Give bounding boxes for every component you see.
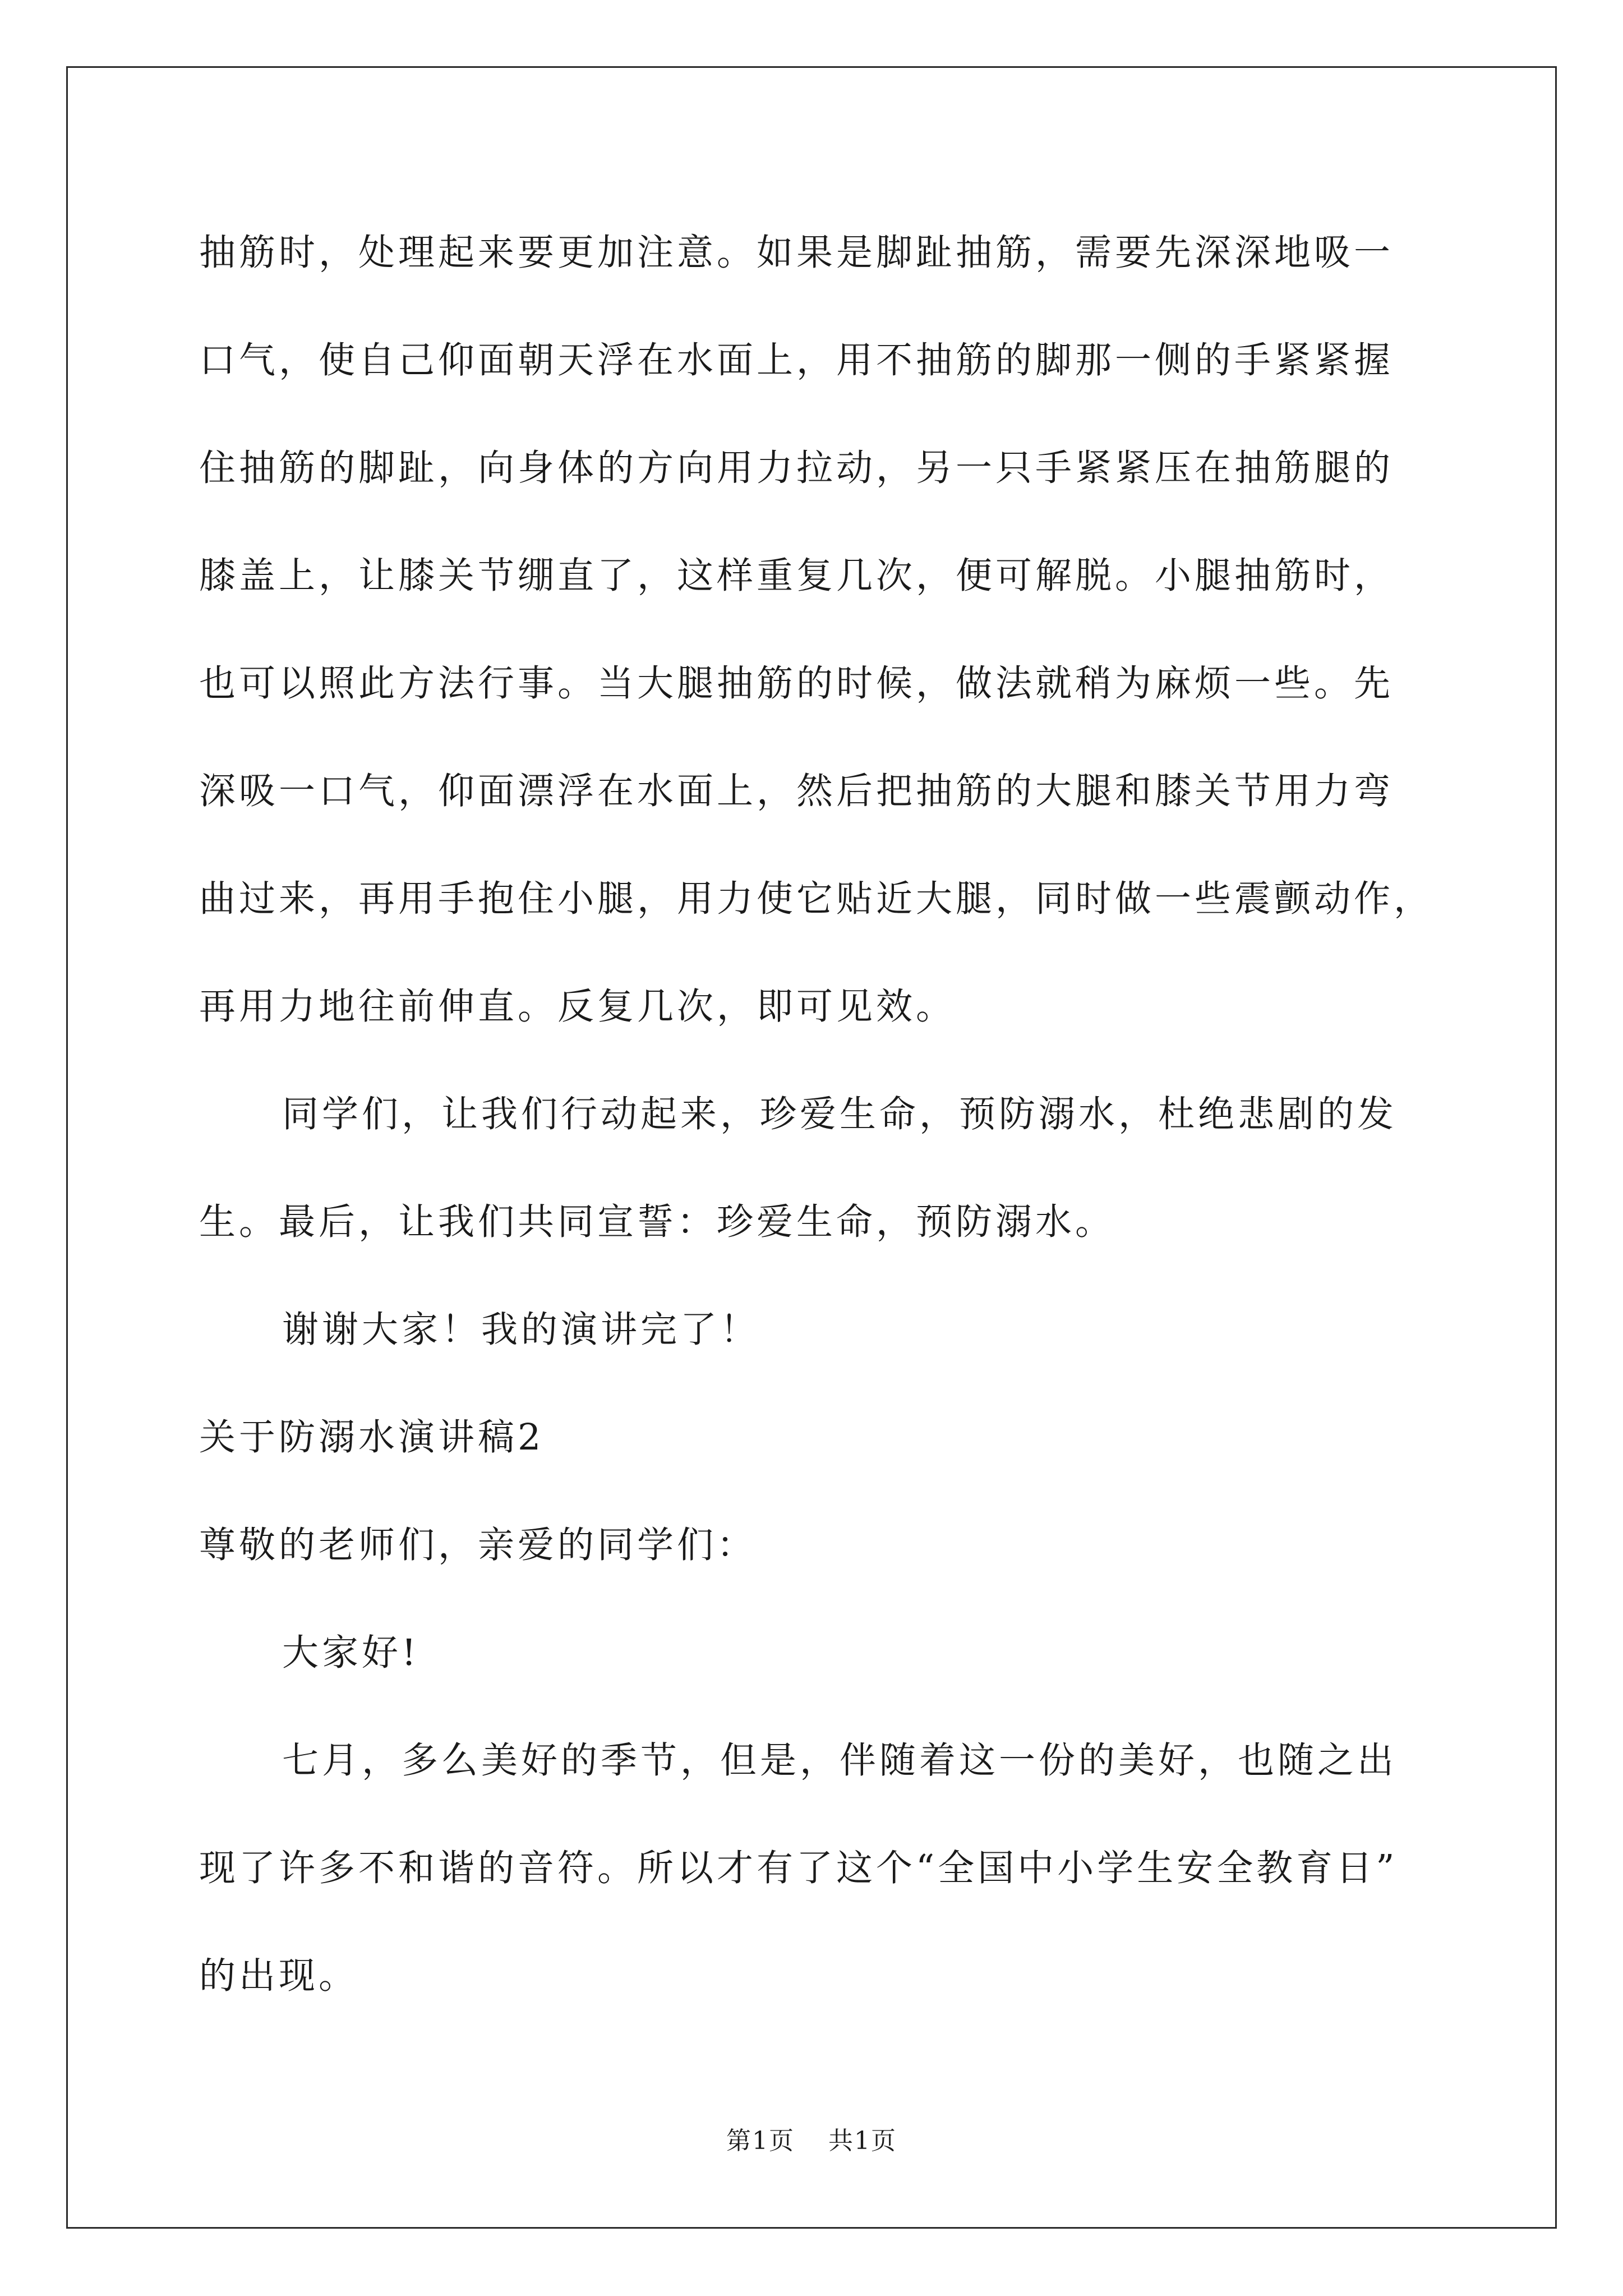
paragraph-line: 口气，使自己仰面朝天浮在水面上，用不抽筋的脚那一侧的手紧紧握 bbox=[199, 339, 1394, 381]
paragraph-line: 同学们，让我们行动起来，珍爱生命，预防溺水，杜绝悲剧的发 bbox=[282, 1093, 1398, 1135]
page-footer bbox=[0, 2120, 1623, 2156]
paragraph-line: 膝盖上，让膝关节绷直了，这样重复几次，便可解脱。小腿抽筋时， bbox=[199, 555, 1394, 597]
paragraph-line: 生。最后，让我们共同宣誓：珍爱生命，预防溺水。 bbox=[199, 1201, 1115, 1243]
page-number: 第1页 bbox=[726, 2127, 795, 2155]
paragraph-line: 曲过来，再用手抱住小腿，用力使它贴近大腿，同时做一些震颤动作， bbox=[199, 878, 1434, 920]
section-heading: 关于防溺水演讲稿2 bbox=[199, 1416, 545, 1458]
greeting: 大家好! bbox=[282, 1632, 420, 1674]
paragraph-line: 也可以照此方法行事。当大腿抽筋的时候，做法就稍为麻烦一些。先 bbox=[199, 662, 1394, 705]
document-body bbox=[199, 199, 1472, 2030]
paragraph-line: 现了许多不和谐的音符。所以才有了这个“全国中小学生安全教育日” bbox=[199, 1847, 1398, 1889]
paragraph-line: 七月，多么美好的季节，但是，伴随着这一份的美好，也随之出 bbox=[282, 1740, 1398, 1782]
paragraph-line: 的出现。 bbox=[199, 1955, 359, 1997]
salutation: 尊敬的老师们，亲爱的同学们： bbox=[199, 1524, 757, 1566]
paragraph-line: 谢谢大家！我的演讲完了！ bbox=[282, 1309, 760, 1351]
page-total: 共1页 bbox=[828, 2127, 897, 2155]
paragraph-line: 抽筋时，处理起来要更加注意。如果是脚趾抽筋，需要先深深地吸一 bbox=[199, 232, 1394, 274]
paragraph-line: 深吸一口气，仰面漂浮在水面上，然后把抽筋的大腿和膝关节用力弯 bbox=[199, 770, 1394, 812]
paragraph-line: 再用力地往前伸直。反复几次，即可见效。 bbox=[199, 986, 956, 1028]
paragraph-line: 住抽筋的脚趾，向身体的方向用力拉动，另一只手紧紧压在抽筋腿的 bbox=[199, 447, 1394, 489]
